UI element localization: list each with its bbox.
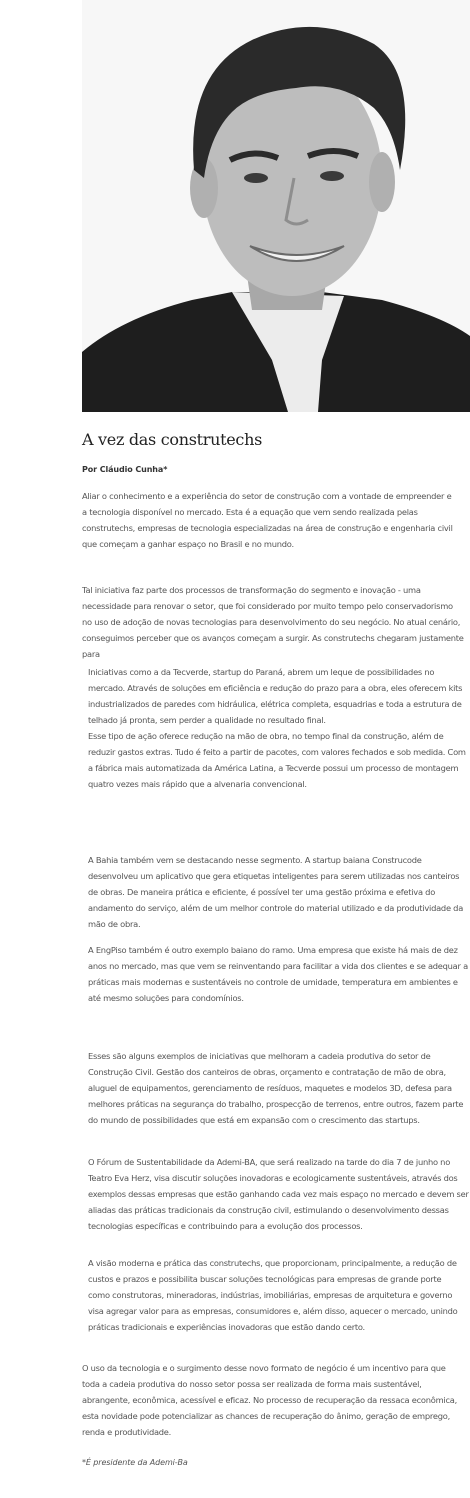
- author-photo: [82, 0, 470, 412]
- paragraph-9: A visão moderna e prática das construtechs, que proporcionam, principalmente, a redução de custos e prazos e possibilita buscar soluções tecnológicas para empresas de grande porte como construtoras, mineradoras, indústrias, imobiliárias, empresas de arquitetura e governo visa agregar valor para as empresas, consumidores e, além disso, aquecer o mercado, unindo práticas tradicionais e experiências inovadoras que estão dando certo.: [88, 1258, 458, 1333]
- article-title: A vez das construtechs: [82, 430, 263, 449]
- paragraph-2: Tal iniciativa faz parte dos processos de transformação do segmento e inovação - uma necessidade para renovar o setor, que foi considerado por muito tempo pelo conservadorismo no uso de adoção de novas tecnologias para desenvolvimento do seu negócio. No atual cenário, conseguimos perceber que os avanços começam a surgir. As construtechs chegaram justamente para: [82, 585, 464, 660]
- author-footnote: *É presidente da Ademi-Ba: [82, 1458, 188, 1467]
- article-byline: Por Cláudio Cunha*: [82, 465, 168, 474]
- paragraph-6: A EngPiso também é outro exemplo baiano do ramo. Uma empresa que existe há mais de dez anos no mercado, mas que vem se reinventando para facilitar a vida dos clientes e se adequar a práticas mais modernas e sustentáveis no controle de umidade, temperatura em ambientes e até mesmo soluções para condomínios.: [88, 945, 468, 1004]
- paragraph-7: Esses são alguns exemplos de iniciativas que melhoram a cadeia produtiva do setor de Construção Civil. Gestão dos canteiros de obras, orçamento e contratação de mão de obra, aluguel de equipamentos, gerenciamento de resíduos, maquetes e modelos 3D, defesa para melhores práticas na segurança do trabalho, prospecção de terrenos, entre outros, fazem parte do mundo de possibilidades que está em expansão com o crescimento das startups.: [88, 1051, 464, 1126]
- paragraph-10: O uso da tecnologia e o surgimento desse novo formato de negócio é um incentivo para que toda a cadeia produtiva do nosso setor possa ser realizada de forma mais sustentável, abrangente, econômica, acessível e eficaz. No processo de recuperação da ressaca econômica, esta novidade pode potencializar as chances de recuperação do ânimo, geração de emprego, renda e produtividade.: [82, 1363, 457, 1438]
- paragraph-4: Esse tipo de ação oferece redução na mão de obra, no tempo final da construção, além de reduzir gastos extras. Tudo é feito a partir de pacotes, com valores fechados e sob medida. Com a fábrica mais automatizada da América Latina, a Tecverde possui um processo de montagem quatro vezes mais rápido que a alvenaria convencional.: [88, 731, 466, 790]
- paragraph-8: O Fórum de Sustentabilidade da Ademi-BA, que será realizado na tarde do dia 7 de junho no Teatro Eva Herz, visa discutir soluções inovadoras e ecologicamente sustentáveis, através dos exemplos dessas empresas que estão ganhando cada vez mais espaço no mercado e devem ser aliadas das práticas tradicionais da construção civil, estimulando o desenvolvimento dessas tecnologias específicas e contribuindo para a evolução dos processos.: [88, 1157, 469, 1232]
- portrait-photo-icon: [82, 0, 470, 412]
- paragraph-3: Iniciativas como a da Tecverde, startup do Paraná, abrem um leque de possibilidades no mercado. Através de soluções em eficiência e redução do prazo para a obra, eles oferecem kits industrializados de paredes com hidráulica, elétrica completa, esquadrias e toda a estrutura de telhado já pronta, sem perder a qualidade no resultado final.: [88, 667, 463, 726]
- paragraph-1: Aliar o conhecimento e a experiência do setor de construção com a vontade de empreender e a tecnologia disponível no mercado. Esta é a equação que vem sendo realizada pelas construtechs, empresas de tecnologia especializadas na área de construção e engenharia civil que começam a ganhar espaço no Brasil e no mundo.: [82, 491, 453, 550]
- paragraph-5: A Bahia também vem se destacando nesse segmento. A startup baiana Construcode desenvolveu um aplicativo que gera etiquetas inteligentes para serem utilizadas nos canteiros de obras. De maneira prática e eficiente, é possível ter uma gestão próxima e efetiva do andamento do serviço, além de um melhor controle do material utilizado e da produtividade da mão de obra.: [88, 855, 464, 930]
